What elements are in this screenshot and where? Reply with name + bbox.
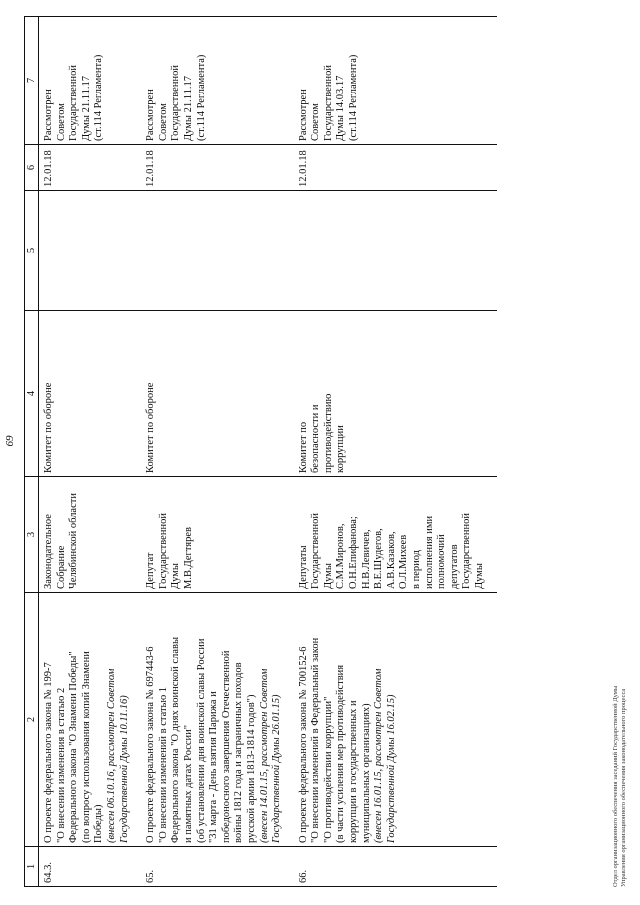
bill-description-line: коррупции в государственных и xyxy=(348,700,360,843)
bill-description-line: (по вопросу использования копий Знамени xyxy=(80,651,92,843)
status-line: Рассмотрен xyxy=(297,89,309,141)
initiator-line: М.В.Дегтярев xyxy=(182,527,194,589)
initiator-cell xyxy=(294,477,497,593)
committee-cell xyxy=(294,311,497,477)
committee-line: Комитет по xyxy=(297,421,309,473)
initiator-line: депутатов xyxy=(448,544,460,589)
committee-line: противодействию xyxy=(322,393,334,473)
status-line: Рассмотрен xyxy=(43,89,54,141)
status-line: (ст.114 Регламента) xyxy=(93,54,105,141)
page-number: 69 xyxy=(4,435,16,447)
committee-line: безопасности и xyxy=(310,404,322,473)
date-cell xyxy=(294,145,497,191)
bill-description-cell xyxy=(141,593,294,847)
item-number-cell xyxy=(294,847,497,887)
status-line: (ст.114 Регламента) xyxy=(348,54,360,141)
column-5-cell xyxy=(39,191,142,311)
initiator-line: А.В.Казаков, xyxy=(385,531,397,589)
bill-description-line: (об установлении дня воинской славы России xyxy=(195,638,207,843)
column-5-cell xyxy=(141,191,294,311)
initiator-line: О.Н.Епифанова; xyxy=(348,516,360,589)
initiator-line: С.М.Миронов, xyxy=(335,523,347,589)
status-line: Государственной xyxy=(322,65,334,141)
initiator-line: Государственной xyxy=(461,513,473,589)
document-footer xyxy=(612,287,628,887)
status-cell xyxy=(141,17,294,145)
status-line: Советом xyxy=(157,103,169,141)
initiator-cell xyxy=(39,477,142,593)
bill-description-line: Победы) xyxy=(93,804,105,843)
initiator-line: Депутат xyxy=(145,552,157,589)
status-line: Советом xyxy=(310,103,322,141)
column-header: 6 xyxy=(25,145,39,191)
bill-description-line: муниципальных организациях) xyxy=(360,703,372,843)
date-cell xyxy=(39,145,142,191)
bill-description-line: "О внесении изменения в статью 2 xyxy=(55,687,67,843)
bill-description-line: О проекте федерального закона № 700152-6 xyxy=(297,646,309,843)
status-line: Государственной xyxy=(170,65,182,141)
bill-description-line: "О противодействии коррупции" xyxy=(322,696,334,843)
bills-table xyxy=(24,16,497,887)
initiator-line: исполнения ими xyxy=(423,515,435,589)
initiator-line: Государственной xyxy=(310,513,322,589)
bill-description-line: победоносного завершения Отечественной xyxy=(220,650,232,843)
table-row xyxy=(39,17,142,887)
item-number: 66. xyxy=(297,869,309,883)
bill-submission-note: (внесен 06.10.16, рассмотрен Советом xyxy=(105,668,117,843)
bill-description-line: войны 1812 года и заграничных походов xyxy=(233,662,245,843)
column-5-cell xyxy=(294,191,497,311)
bill-description-line: "О внесении изменений в статью 1 xyxy=(157,686,169,843)
item-number: 65. xyxy=(145,869,157,883)
bill-description-line: Федерального закона "О днях воинской славы xyxy=(170,636,182,843)
date-value: 12.01.18 xyxy=(297,150,309,187)
date-value: 12.01.18 xyxy=(145,150,157,187)
item-number: 64.3. xyxy=(43,862,54,883)
bill-submission-note: Государственной Думы 10.11.16) xyxy=(118,695,130,843)
status-line: Думы 21.11.17 xyxy=(80,76,92,141)
initiator-line: в период xyxy=(411,549,423,589)
item-number-cell xyxy=(39,847,142,887)
initiator-line: Депутаты xyxy=(297,545,309,589)
initiator-line: Думы xyxy=(322,563,334,589)
committee-line: коррупции xyxy=(335,425,347,473)
status-cell xyxy=(39,17,142,145)
item-number-cell xyxy=(141,847,294,887)
bill-description-line: О проекте федерального закона № 199-7 xyxy=(43,662,54,843)
column-header: 7 xyxy=(25,17,39,145)
committee-cell xyxy=(39,311,142,477)
date-cell xyxy=(141,145,294,191)
initiator-line: В.Е.Шудегов, xyxy=(373,528,385,589)
initiator-line: О.Л.Михеев xyxy=(398,534,410,589)
bill-description-line: русской армии 1813-1814 годов") xyxy=(245,694,257,843)
bill-submission-note: (внесен 16.01.15, рассмотрен Советом xyxy=(373,668,385,843)
bill-description-line: О проекте федерального закона № 697443-6 xyxy=(145,646,157,843)
initiator-line: Думы xyxy=(170,563,182,589)
status-line: Советом xyxy=(55,103,67,141)
initiator-line: Законодательное xyxy=(43,514,54,589)
initiator-line: полномочий xyxy=(436,534,448,589)
initiator-line: Н.В.Левичев, xyxy=(360,529,372,589)
status-line: (ст.114 Регламента) xyxy=(195,54,207,141)
bill-submission-note: Государственной Думы 16.02.15) xyxy=(385,694,397,843)
status-line: Государственной xyxy=(68,65,80,141)
initiator-cell xyxy=(141,477,294,593)
committee-line: Комитет по обороне xyxy=(145,382,157,473)
committee-cell xyxy=(141,311,294,477)
bill-description-line: и памятных датах России" xyxy=(182,724,194,843)
column-header: 5 xyxy=(25,191,39,311)
bill-description-line: "О внесении изменений в Федеральный закон xyxy=(310,637,322,843)
footer-line: Отдел организационного обеспечения заседаний Государственной Думы xyxy=(612,685,619,887)
column-header: 1 xyxy=(25,847,39,887)
status-line: Рассмотрен xyxy=(145,89,157,141)
bill-description-line: "31 марта - День взятия Парижа и xyxy=(208,691,220,843)
bill-description-line: Федерального закона "О Знамени Победы" xyxy=(68,651,80,843)
committee-line: Комитет по обороне xyxy=(43,382,54,473)
initiator-line: Собрание xyxy=(55,545,67,589)
bill-description-cell xyxy=(39,593,142,847)
date-value: 12.01.18 xyxy=(43,150,54,187)
footer-line: Управления организационного обеспечения законодательного процесса xyxy=(620,688,627,887)
column-header: 2 xyxy=(25,593,39,847)
initiator-line: Думы xyxy=(474,563,485,589)
bill-submission-note: (внесен 14.01.15, рассмотрен Советом xyxy=(258,668,270,843)
bill-description-line: (в части усиления мер противодействия xyxy=(335,664,347,843)
column-header: 3 xyxy=(25,477,39,593)
table-row xyxy=(294,17,497,887)
status-line: Думы 14.03.17 xyxy=(335,75,347,141)
table-header-row xyxy=(25,17,39,887)
status-line: Думы 21.11.17 xyxy=(182,76,194,141)
status-cell xyxy=(294,17,497,145)
initiator-line: Государственной xyxy=(157,513,169,589)
bill-submission-note: Государственной Думы 26.01.15) xyxy=(271,694,283,843)
table-row xyxy=(141,17,294,887)
column-header: 4 xyxy=(25,311,39,477)
bill-description-cell xyxy=(294,593,497,847)
initiator-line: Челябинской области xyxy=(68,493,80,589)
